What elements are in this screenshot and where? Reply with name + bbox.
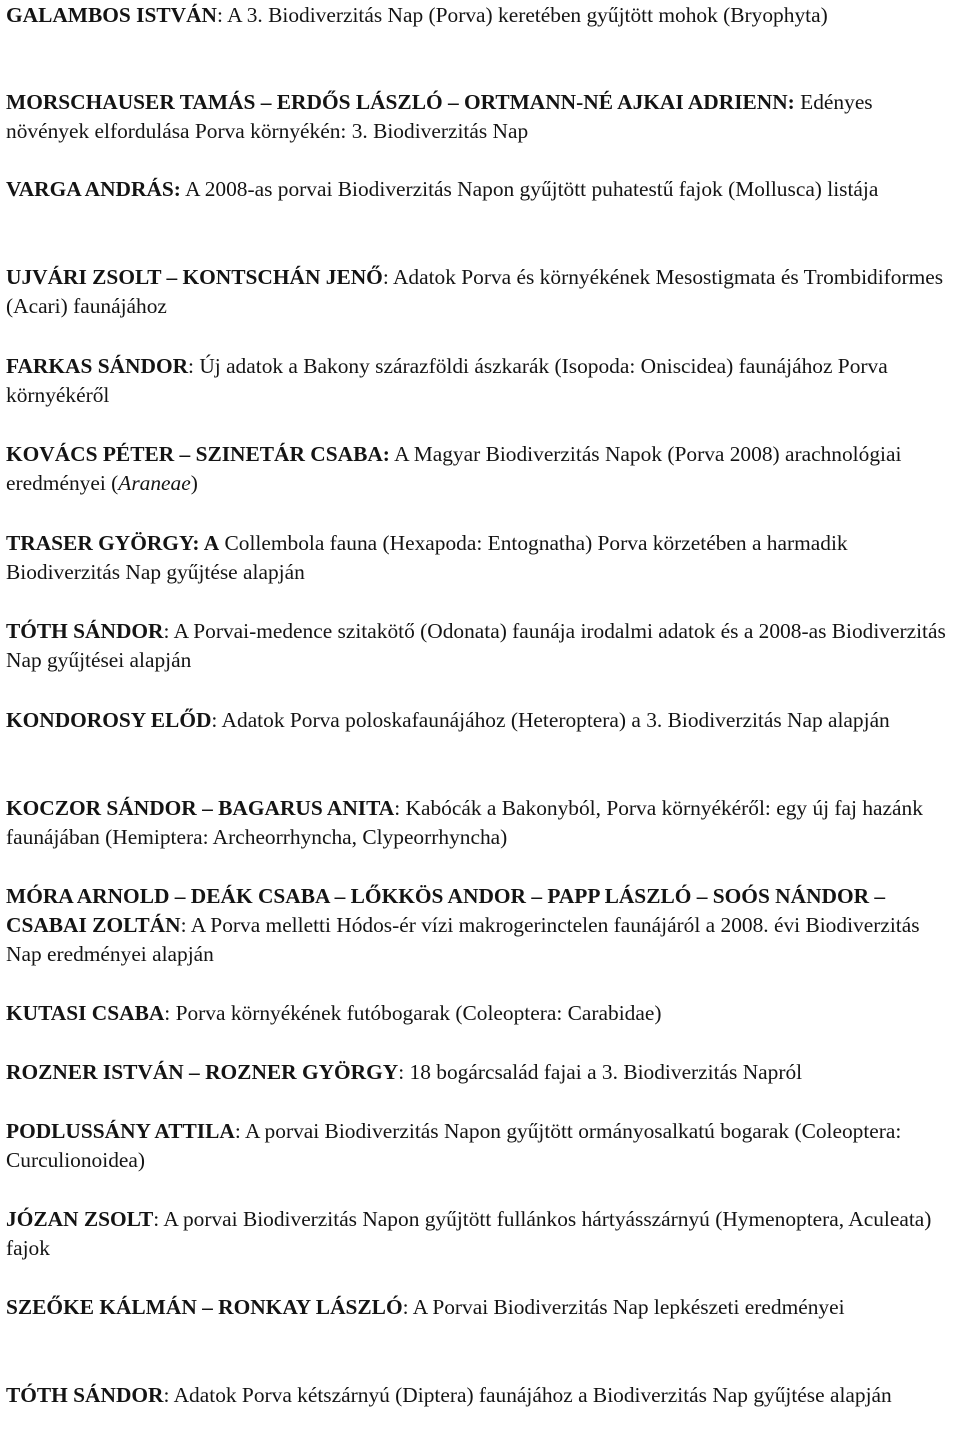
entry-separator: : — [216, 3, 228, 27]
entry-title-end: ) — [190, 471, 198, 495]
list-item — [6, 1117, 956, 1175]
entry-title: A Magyar Biodiverzitás Napok (Porva 2008) arachnológiai eredményei ( — [6, 442, 902, 495]
entry-separator: : — [398, 1060, 410, 1084]
entry-authors: MORSCHAUSER TAMÁS – ERDŐS LÁSZLÓ – ORTMANN-NÉ AJKAI ADRIENN: — [6, 90, 795, 114]
entry-title: A 3. Biodiverzitás Nap (Porva) keretében gyűjtött mohok (Bryophyta) — [227, 3, 828, 27]
list-item — [6, 1293, 956, 1322]
entry-authors: KOVÁCS PÉTER – SZINETÁR CSABA: — [6, 442, 390, 466]
entry-separator: : — [180, 913, 191, 937]
entry-separator: : — [402, 1295, 413, 1319]
entry-authors: JÓZAN ZSOLT — [6, 1207, 154, 1231]
entry-authors: KONDOROSY ELŐD — [6, 708, 212, 732]
entry-title: A porvai Biodiverzitás Napon gyűjtött ormányosalkatú bogarak (Coleoptera: Curculionoidea) — [6, 1119, 902, 1172]
list-item — [6, 999, 956, 1028]
entry-authors: VARGA ANDRÁS: — [6, 177, 181, 201]
entry-title: A Porva melletti Hódos-ér vízi makrogerinctelen faunájáról a 2008. évi Biodiverzitás Nap eredményei alapján — [6, 913, 920, 966]
list-item — [6, 706, 956, 735]
list-item — [6, 1205, 956, 1263]
entry-authors: FARKAS SÁNDOR — [6, 354, 189, 378]
entry-authors: MÓRA ARNOLD – DEÁK CSABA – LŐKKÖS ANDOR – PAPP LÁSZLÓ – SOÓS NÁNDOR – CSABAI ZOLTÁN — [6, 884, 886, 937]
entry-title: Adatok Porva kétszárnyú (Diptera) faunájához a Biodiverzitás Nap gyűjtése alapján — [173, 1383, 892, 1407]
list-item — [6, 617, 956, 675]
list-item — [6, 1, 956, 30]
entry-title: A Porvai Biodiverzitás Nap lepkészeti eredményei — [412, 1295, 845, 1319]
list-item — [6, 352, 956, 410]
entry-authors: ROZNER ISTVÁN – ROZNER GYÖRGY — [6, 1060, 399, 1084]
list-item — [6, 794, 956, 852]
entry-authors: TÓTH SÁNDOR — [6, 1383, 164, 1407]
list-item — [6, 263, 956, 321]
entry-title: Adatok Porva poloskafaunájához (Heteroptera) a 3. Biodiverzitás Nap alapján — [221, 708, 890, 732]
entry-authors: SZEŐKE KÁLMÁN – RONKAY LÁSZLÓ — [6, 1295, 403, 1319]
entry-authors: UJVÁRI ZSOLT – KONTSCHÁN JENŐ — [6, 265, 383, 289]
entry-title-italic: Araneae — [118, 471, 191, 495]
entry-authors: TRASER GYÖRGY: A — [6, 531, 220, 555]
entry-separator: : — [211, 708, 222, 732]
entry-authors: KOCZOR SÁNDOR – BAGARUS ANITA — [6, 796, 395, 820]
entry-title: 18 bogárcsalád fajai a 3. Biodiverzitás Napról — [409, 1060, 803, 1084]
entry-title: A Porvai-medence szitakötő (Odonata) faunája irodalmi adatok és a 2008-as Biodiverzitás Nap gyűjtései alapján — [6, 619, 946, 672]
list-item — [6, 1381, 956, 1410]
entry-separator: : — [164, 1001, 176, 1025]
entry-title: A 2008-as porvai Biodiverzitás Napon gyűjtött puhatestű fajok (Mollusca) listája — [185, 177, 879, 201]
entry-separator: : — [234, 1119, 245, 1143]
entry-separator: : — [153, 1207, 164, 1231]
list-item — [6, 88, 956, 146]
entry-title: Kabócák a Bakonyból, Porva környékéről: egy új faj hazánk faunájában (Hemiptera: Archeorrhyncha, Clypeorrhyncha) — [6, 796, 923, 849]
entry-authors: KUTASI CSABA — [6, 1001, 165, 1025]
entry-title: Edényes növények elfordulása Porva környékén: 3. Biodiverzitás Nap — [6, 90, 873, 143]
entry-title: Adatok Porva és környékének Mesostigmata és Trombidiformes (Acari) faunájához — [6, 265, 944, 318]
entry-separator: : — [382, 265, 393, 289]
entry-separator: : — [394, 796, 406, 820]
list-item — [6, 882, 956, 969]
entry-authors: TÓTH SÁNDOR — [6, 619, 164, 643]
list-item — [6, 1058, 956, 1087]
entry-title: Új adatok a Bakony szárazföldi ászkarák (Isopoda: Oniscidea) faunájához Porva környékéről — [6, 354, 888, 407]
entry-authors: PODLUSSÁNY ATTILA — [6, 1119, 235, 1143]
entry-separator: : — [163, 619, 174, 643]
entry-separator: : — [188, 354, 200, 378]
entry-title: A porvai Biodiverzitás Napon gyűjtött fullánkos hártyásszárnyú (Hymenoptera, Aculeata) fajok — [6, 1207, 932, 1260]
list-item — [6, 175, 956, 204]
entry-title: Collembola fauna (Hexapoda: Entognatha) Porva körzetében a harmadik Biodiverzitás Nap gyűjtése alapján — [6, 531, 848, 584]
entry-authors: GALAMBOS ISTVÁN — [6, 3, 217, 27]
list-item — [6, 529, 956, 587]
entry-separator: : — [163, 1383, 174, 1407]
entry-title: Porva környékének futóbogarak (Coleoptera: Carabidae) — [175, 1001, 662, 1025]
list-item — [6, 440, 956, 498]
